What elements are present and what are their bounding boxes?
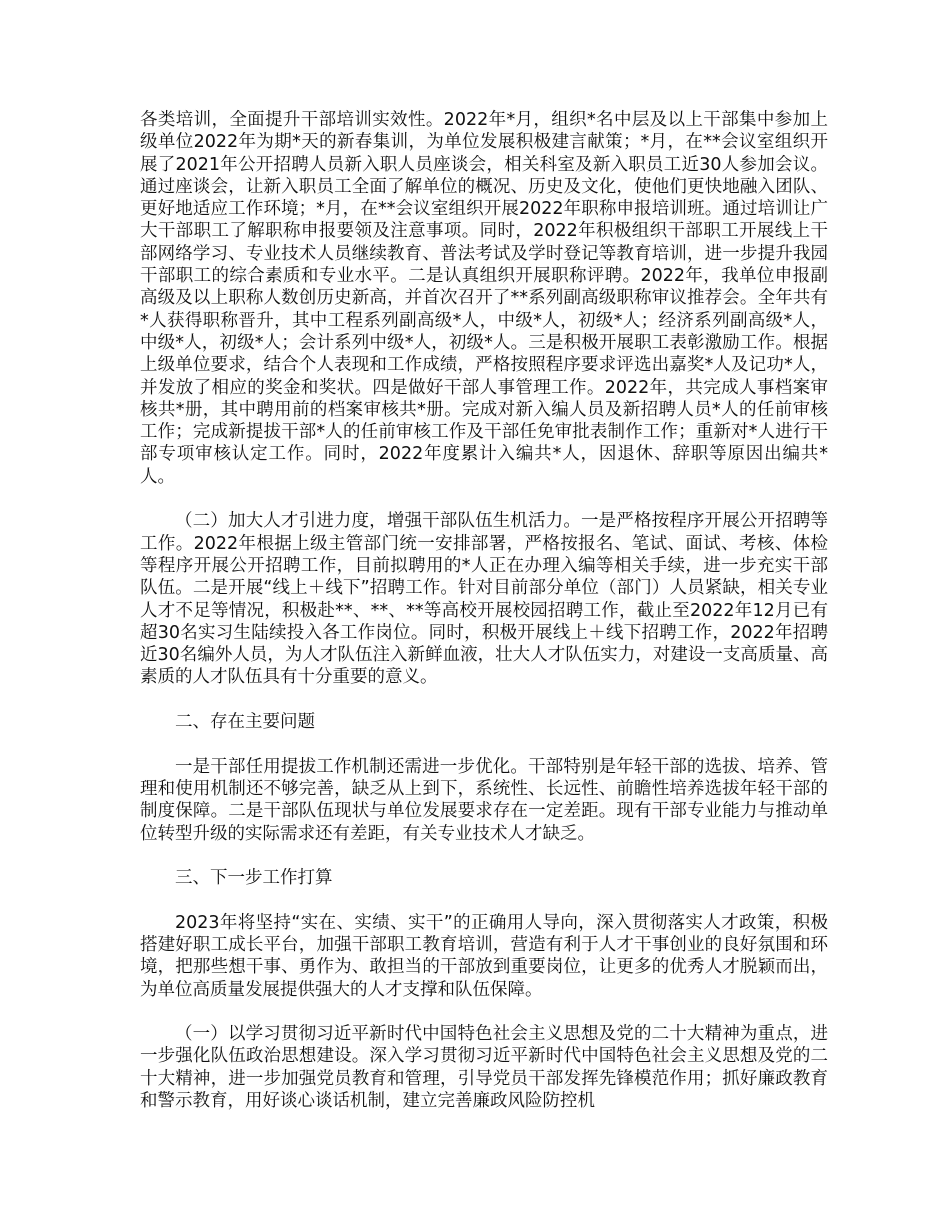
document-page — [140, 109, 828, 1135]
paragraph-problems: 一是干部任用提拔工作机制还需进一步优化。干部特别是年轻干部的选拔、培养、管理和使用机制还不够完善，缺乏从上到下，系统性、长远性、前瞻性培养选拔年轻干部的制度保障。二是干部队伍现状与单位发展要求存在一定差距。现有干部专业能力与推动单位转型升级的实际需求还有差距，有关专业技术人才缺乏。 — [140, 756, 828, 844]
paragraph-training-continued: 各类培训，全面提升干部培训实效性。2022年*月，组织*名中层及以上干部集中参加上级单位2022年为期*天的新春集训，为单位发展积极建言献策；*月，在**会议室组织开展了2021年公开招聘人员新入职人员座谈会，相关科室及新入职员工近30人参加会议。通过座谈会，让新入职员工全面了解单位的概况、历史及文化，使他们更快地融入团队、更好地适应工作环境；*月，在**会议室组织开展2022年职称申报培训班。通过培训让广大干部职工了解职称申报要领及注意事项。同时，2022年积极组织干部职工开展线上干部网络学习、专业技术人员继续教育、普法考试及学时登记等教育培训，进一步提升我园干部职工的综合素质和专业水平。二是认真组织开展职称评聘。2022年，我单位申报副高级及以上职称人数创历史新高，并首次召开了**系列副高级职称审议推荐会。全年共有*人获得职称晋升，其中工程系列副高级*人，中级*人，初级*人；经济系列副高级*人，中级*人，初级*人；会计系列中级*人，初级*人。三是积极开展职工表彰激励工作。根据上级单位要求，结合个人表现和工作成绩，严格按照程序要求评选出嘉奖*人及记功*人，并发放了相应的奖金和奖状。四是做好干部人事管理工作。2022年，共完成人事档案审核共*册，其中聘用前的档案审核共*册。完成对新入编人员及新招聘人员*人的任前审核工作；完成新提拔干部*人的任前审核工作及干部任免审批表制作工作；重新对*人进行干部专项审核认定工作。同时，2022年度累计入编共*人，因退休、辞职等原因出编共*人。 — [140, 110, 828, 487]
section-heading-next-steps: 三、下一步工作打算 — [175, 868, 333, 889]
paragraph-political-building: （一）以学习贯彻习近平新时代中国特色社会主义思想及党的二十大精神为重点，进一步强化队伍政治思想建设。深入学习贯彻习近平新时代中国特色社会主义思想及党的二十大精神，进一步加强党员教育和管理，引导党员干部发挥先锋模范作用；抓好廉政教育和警示教育，用好谈心谈话机制，建立完善廉政风险防控机 — [140, 1024, 828, 1112]
paragraph-next-steps-intro: 2023年将坚持“实在、实绩、实干”的正确用人导向，深入贯彻落实人才政策，积极搭建好职工成长平台，加强干部职工教育培训，营造有利于人才干事创业的良好氛围和环境，把那些想干事、勇作为、敢担当的干部放到重要岗位，让更多的优秀人才脱颖而出，为单位高质量发展提供强大的人才支撑和队伍保障。 — [140, 912, 828, 1000]
paragraph-talent-introduction: （二）加大人才引进力度，增强干部队伍生机活力。一是严格按程序开展公开招聘等工作。2022年根据上级主管部门统一安排部署，严格按报名、笔试、面试、考核、体检等程序开展公开招聘工作，目前拟聘用的*人正在办理入编等相关手续，进一步充实干部队伍。二是开展“线上＋线下”招聘工作。针对目前部分单位（部门）人员紧缺，相关专业人才不足等情况，积极赴**、**、**等高校开展校园招聘工作，截止至2022年12月已有超30名实习生陆续投入各工作岗位。同时，积极开展线上＋线下招聘工作，2022年招聘近30名编外人员，为人才队伍注入新鲜血液，壮大人才队伍实力，对建设一支高质量、高素质的人才队伍具有十分重要的意义。 — [140, 511, 828, 688]
section-heading-problems: 二、存在主要问题 — [175, 712, 315, 733]
